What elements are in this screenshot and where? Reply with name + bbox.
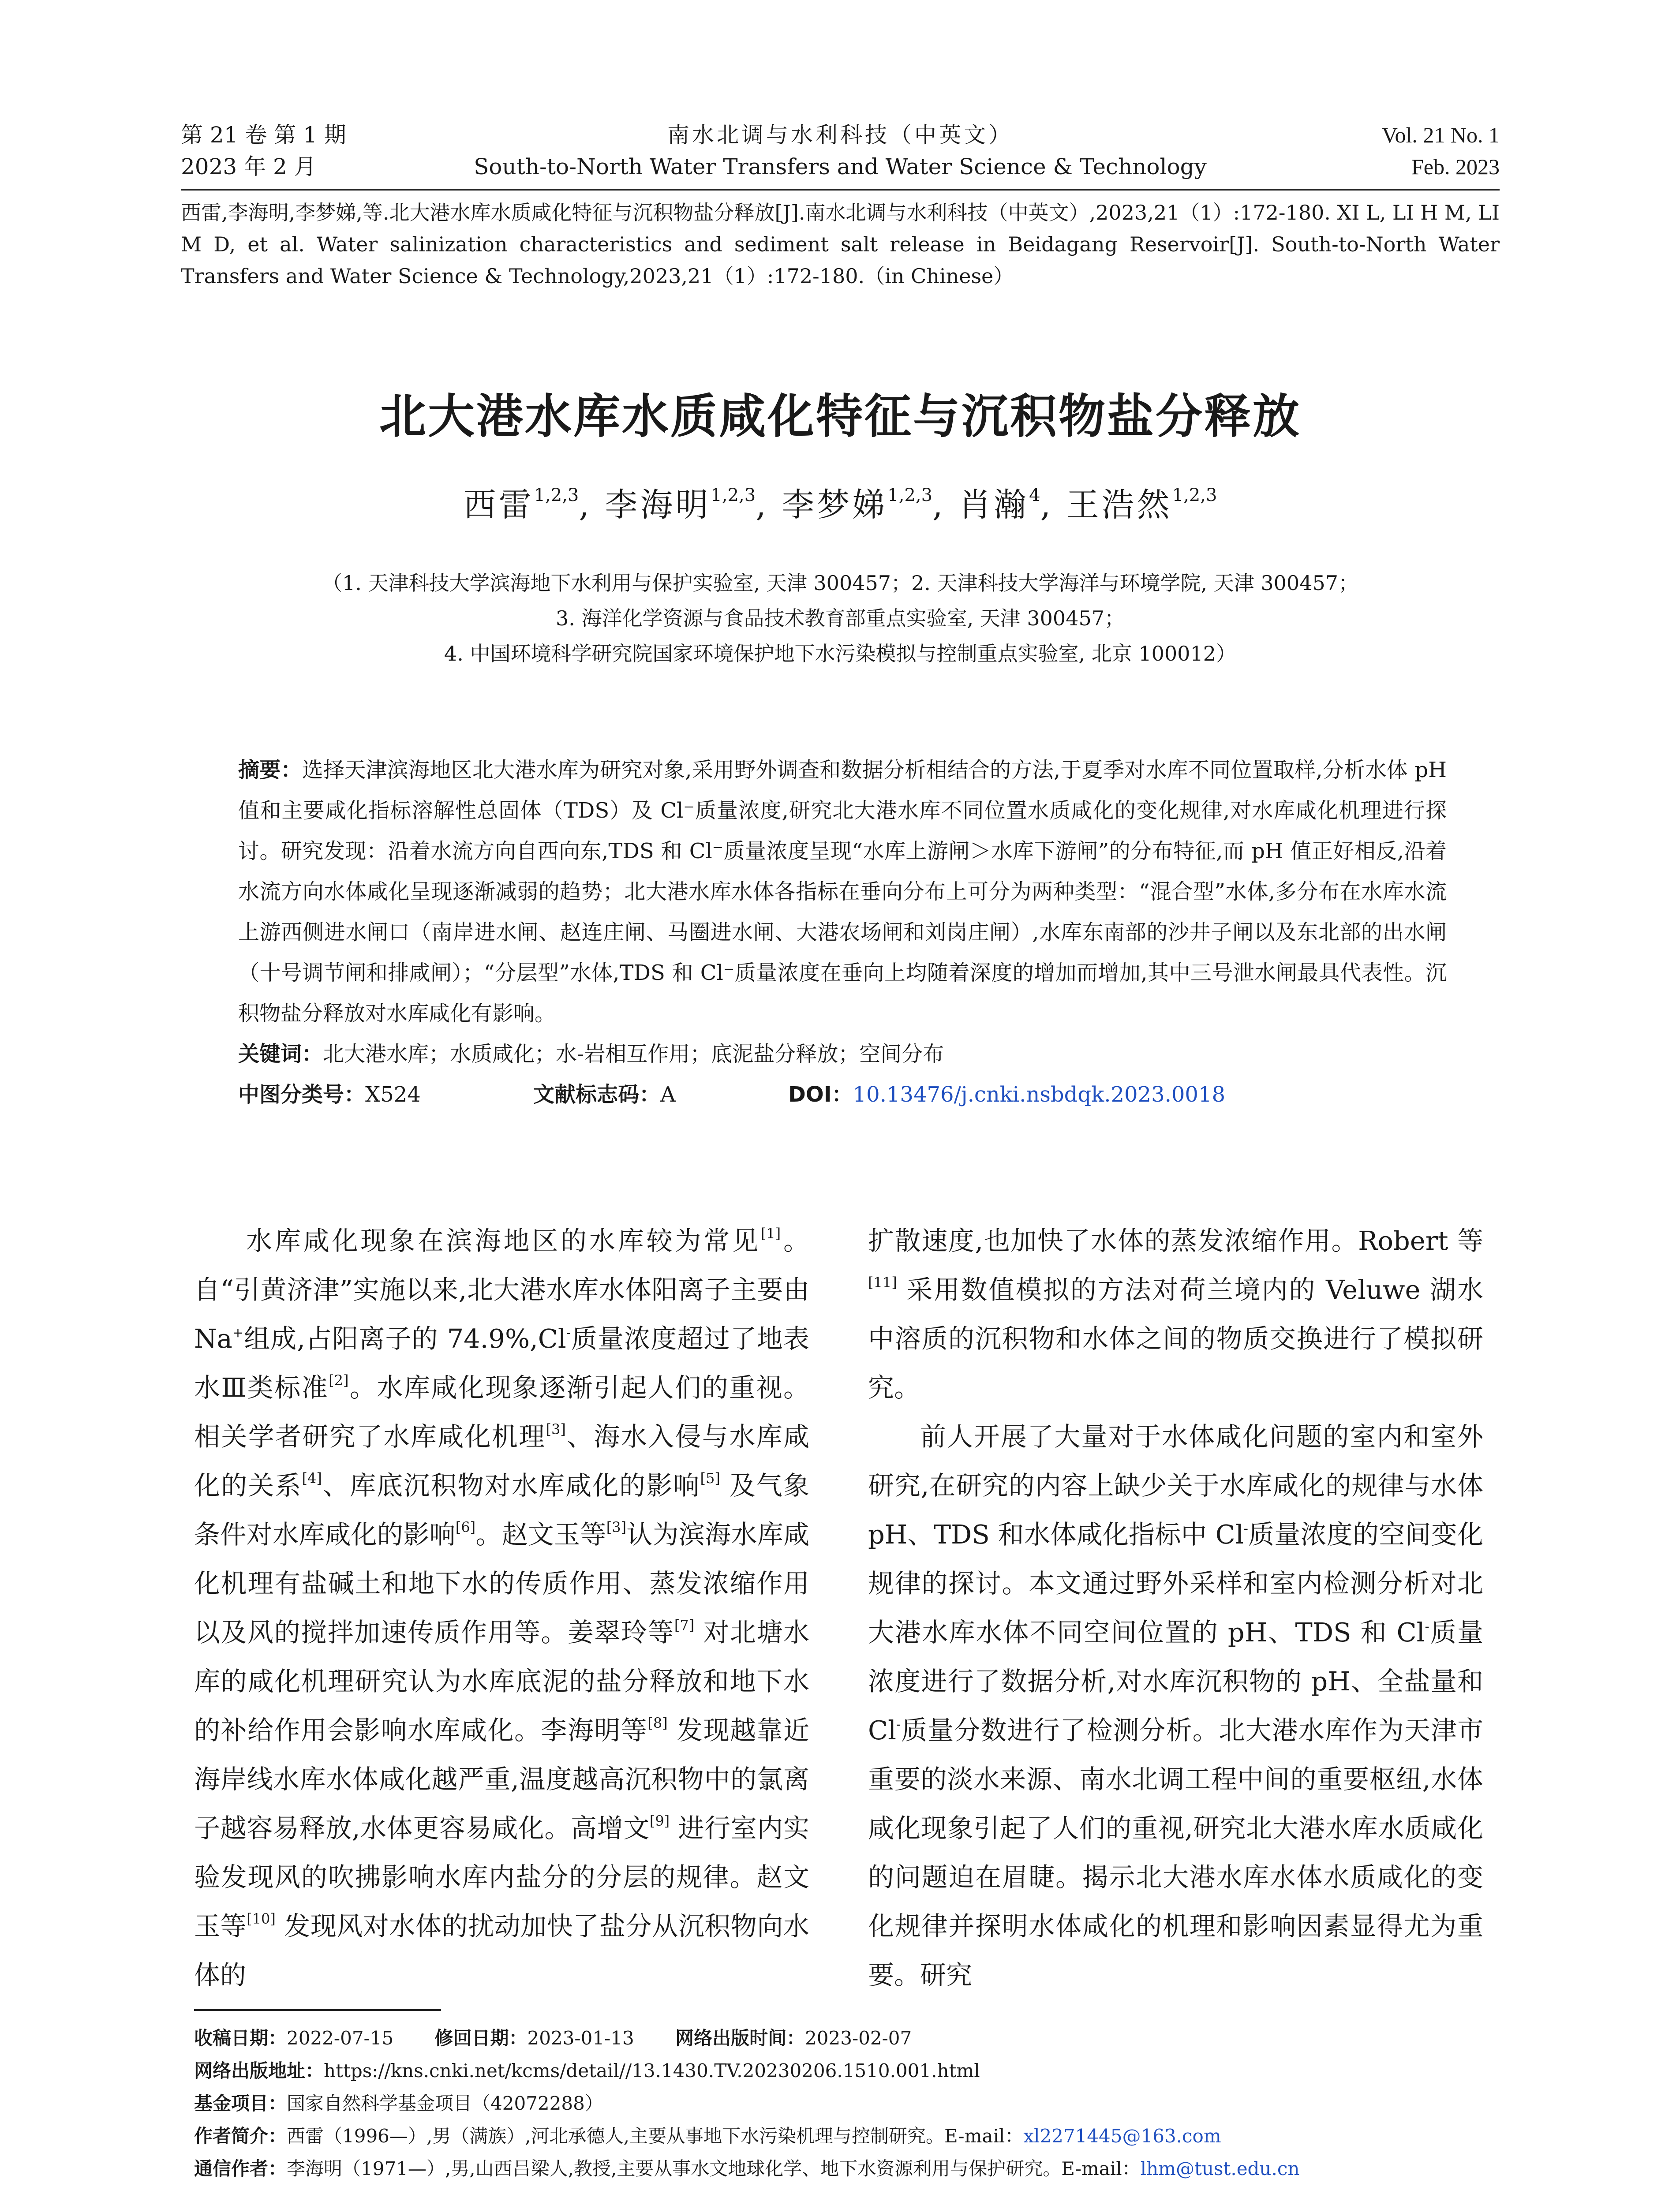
citation-ref[interactable]: [6]	[455, 1519, 476, 1536]
online-label: 网络出版时间：	[675, 2027, 805, 2049]
header-journal-cn: 南水北调与水利科技（中英文）	[667, 122, 1013, 148]
header-journal-name	[410, 119, 1270, 183]
author-affil-sup: 1,2,3	[534, 485, 579, 505]
author-bio-label: 作者简介：	[194, 2125, 287, 2147]
author-affil-sup: 4	[1029, 485, 1040, 505]
fund-label: 基金项目：	[194, 2093, 287, 2114]
header-volume: 第 21 卷 第 1 期	[181, 122, 346, 148]
footnote-corresponding	[194, 2153, 1500, 2185]
header-volume-info	[181, 119, 346, 183]
citation-ref[interactable]: [3]	[546, 1421, 566, 1438]
abstract-block	[238, 750, 1447, 1115]
citation-ref[interactable]: [9]	[649, 1813, 670, 1829]
url-label: 网络出版地址：	[194, 2060, 324, 2082]
doi	[788, 1082, 1278, 1107]
online-date: 2023-02-07	[805, 2027, 912, 2049]
author-affil-sup: 1,2,3	[887, 485, 933, 505]
header-volume-info-en	[1382, 119, 1500, 183]
author-name: 王浩然	[1066, 486, 1172, 524]
author-list	[181, 479, 1500, 526]
citation-ref[interactable]: [3]	[606, 1519, 627, 1536]
citation-ref[interactable]: [2]	[329, 1372, 349, 1389]
citation-ref[interactable]: [7]	[674, 1617, 695, 1633]
author-name: 西雷	[463, 486, 534, 524]
doc-code-value: A	[660, 1082, 676, 1107]
keywords-text: 北大港水库；水质咸化；水-岩相互作用；底泥盐分释放；空间分布	[323, 1042, 944, 1066]
superscript: -	[1243, 1521, 1248, 1536]
footnote-block	[194, 2022, 1500, 2185]
paper-title: 北大港水库水质咸化特征与沉积物盐分释放	[379, 389, 1301, 444]
received-label: 收稿日期：	[194, 2027, 287, 2049]
footnote-url	[194, 2055, 1500, 2087]
superscript: -	[896, 1717, 901, 1732]
author-separator: ,	[1040, 486, 1054, 524]
author-bio-text: 西雷（1996—）,男（满族）,河北承德人,主要从事地下水污染机理与控制研究。E-mail：	[287, 2125, 1024, 2147]
author-affil-sup: 1,2,3	[711, 485, 756, 505]
citation-ref[interactable]: [4]	[302, 1470, 322, 1487]
header-date: 2023 年 2 月	[181, 154, 316, 179]
corresponding-email-link[interactable]: lhm@tust.edu.cn	[1140, 2158, 1300, 2179]
online-url-link[interactable]: https://kns.cnki.net/kcms/detail//13.1430.TV.20230206.1510.001.html	[324, 2060, 980, 2082]
keywords	[238, 1034, 1447, 1074]
header-date-en: Feb. 2023	[1411, 154, 1500, 179]
running-header	[181, 119, 1500, 185]
body-paragraph: 水库咸化现象在滨海地区的水库较为常见[1]。自“引黄济津”实施以来,北大港水库水体阳离子主要由 Na+组成,占阳离子的 74.9%,Cl-质量浓度超过了地表水Ⅲ类标准[2]。水库咸化现象逐渐引起人们的重视。相关学者研究了水库咸化机理[3]、海水入侵与水库咸化的关系[4]、库底沉积物对水库咸化的影响[5] 及气象条件对水库咸化的影响[6]。赵文玉等[3]认为滨海水库咸化机理有盐碱土和地下水的传质作用、蒸发浓缩作用以及风的搅拌加速传质作用等。姜翠玲等[7] 对北塘水库的咸化机理研究认为水库底泥的盐分释放和地下水的补给作用会影响水库咸化。李海明等[8] 发现越靠近海岸线水库水体咸化越严重,温度越高沉积物中的氯离子越容易释放,水体更容易咸化。高增文[9] 进行室内实验发现风的吹拂影响水库内盐分的分层的规律。赵文玉等[10] 发现风对水体的扰动加快了盐分从沉积物向水体的	[194, 1225, 809, 1990]
author-separator: ,	[756, 486, 769, 524]
citation-ref[interactable]: [8]	[647, 1715, 668, 1731]
affiliations	[181, 565, 1500, 671]
clc-code	[238, 1082, 474, 1107]
citation: 西雷,李海明,李梦娣,等.北大港水库水质咸化特征与沉积物盐分释放[J].南水北调与水利科技（中英文）,2023,21（1）:172-180. XI L, LI H M, LI M D, et al. Water salinization characteristics and sediment salt release in Beidagang Reservoir[J]. South-to-North Water Transfers and Water Science & Technology,2023,21（1）:172-180.（in Chinese）	[181, 201, 1500, 288]
revised-label: 修回日期：	[434, 2027, 528, 2049]
footnote-fund	[194, 2087, 1500, 2120]
header-rule	[181, 189, 1500, 191]
clc-label: 中图分类号：	[238, 1082, 366, 1107]
citation-ref[interactable]: [1]	[760, 1225, 781, 1242]
footnote-dates	[194, 2022, 1500, 2055]
doi-link[interactable]: 10.13476/j.cnki.nsbdqk.2023.0018	[853, 1082, 1226, 1107]
affiliation-line: 3. 海洋化学资源与食品技术教育部重点实验室, 天津 300457；	[556, 606, 1125, 630]
superscript: -	[1425, 1619, 1429, 1634]
footnote-rule	[194, 2009, 441, 2011]
superscript: +	[232, 1325, 243, 1341]
footnote-author-bio	[194, 2120, 1500, 2153]
author-separator: ,	[579, 486, 592, 524]
header-journal-en: South-to-North Water Transfers and Water Science & Technology	[474, 154, 1207, 179]
citation-ref[interactable]: [10]	[247, 1910, 276, 1927]
body-paragraph: 扩散速度,也加快了水体的蒸发浓缩作用。Robert 等 [11] 采用数值模拟的方法对荷兰境内的 Veluwe 湖水中溶质的沉积物和水体之间的物质交换进行了模拟研究。	[868, 1226, 1483, 1403]
author-name: 李海明	[605, 486, 711, 524]
citation-ref[interactable]: [5]	[700, 1470, 720, 1487]
clc-value: X524	[365, 1082, 421, 1107]
abstract-label: 摘要：	[238, 758, 302, 782]
classification-row	[238, 1074, 1447, 1115]
body-column-left	[194, 1216, 809, 1999]
body-column-right	[868, 1216, 1483, 1999]
document-code	[533, 1082, 729, 1107]
author-email-link[interactable]: xl2271445@163.com	[1023, 2125, 1221, 2147]
corresponding-text: 李海明（1971—）,男,山西吕梁人,教授,主要从事水文地球化学、地下水资源利用与保护研究。E-mail：	[287, 2158, 1141, 2179]
author-separator: ,	[932, 486, 946, 524]
corresponding-label: 通信作者：	[194, 2158, 287, 2179]
body-paragraph: 前人开展了大量对于水体咸化问题的室内和室外研究,在研究的内容上缺少关于水库咸化的规律与水体 pH、TDS 和水体咸化指标中 Cl-质量浓度的空间变化规律的探讨。本文通过野外采样和室内检测分析对北大港水库水体不同空间位置的 pH、TDS 和 Cl-质量浓度进行了数据分析,对水库沉积物的 pH、全盐量和 Cl-质量分数进行了检测分析。北大港水库作为天津市重要的淡水来源、南水北调工程中间的重要枢纽,水体咸化现象引起了人们的重视,研究北大港水库水质咸化的问题迫在眉睫。揭示北大港水库水体水质咸化的变化规律并探明水体咸化的机理和影响因素显得尤为重要。研究	[868, 1421, 1483, 1990]
fund-text: 国家自然科学基金项目（42072288）	[287, 2093, 603, 2114]
superscript: -	[566, 1325, 571, 1341]
abstract	[238, 750, 1447, 1034]
citation-ref[interactable]: [11]	[868, 1274, 897, 1291]
author-name: 李梦娣	[782, 486, 888, 524]
doi-label: DOI：	[788, 1082, 853, 1107]
author-name: 肖瀚	[958, 486, 1029, 524]
header-vol-en: Vol. 21 No. 1	[1381, 123, 1500, 147]
affiliation-line: （1. 天津科技大学滨海地下水利用与保护实验室, 天津 300457；2. 天津科技大学海洋与环境学院, 天津 300457；	[322, 571, 1358, 595]
keywords-label: 关键词：	[238, 1042, 323, 1066]
revised-date: 2023-01-13	[527, 2027, 634, 2049]
author-affil-sup: 1,2,3	[1172, 485, 1217, 505]
doc-code-label: 文献标志码：	[533, 1082, 661, 1107]
received-date: 2022-07-15	[287, 2027, 394, 2049]
abstract-text: 选择天津滨海地区北大港水库为研究对象,采用野外调查和数据分析相结合的方法,于夏季对水库不同位置取样,分析水体 pH 值和主要咸化指标溶解性总固体（TDS）及 Cl⁻质量浓度,研究北大港水库不同位置水质咸化的变化规律,对水库咸化机理进行探讨。研究发现：沿着水流方向自西向东,TDS 和 Cl⁻质量浓度呈现“水库上游闸＞水库下游闸”的分布特征,而 pH 值正好相反,沿着水流方向水体咸化呈现逐渐减弱的趋势；北大港水库水体各指标在垂向分布上可分为两种类型：“混合型”水体,多分布在水库水流上游西侧进水闸口（南岸进水闸、赵连庄闸、马圈进水闸、大港农场闸和刘岗庄闸）,水库东南部的沙井子闸以及东北部的出水闸（十号调节闸和排咸闸）；“分层型”水体,TDS 和 Cl⁻质量浓度在垂向上均随着深度的增加而增加,其中三号泄水闸最具代表性。沉积物盐分释放对水库咸化有影响。	[238, 758, 1447, 1026]
affiliation-line: 4. 中国环境科学研究院国家环境保护地下水污染模拟与控制重点实验室, 北京 100012）	[444, 642, 1236, 665]
